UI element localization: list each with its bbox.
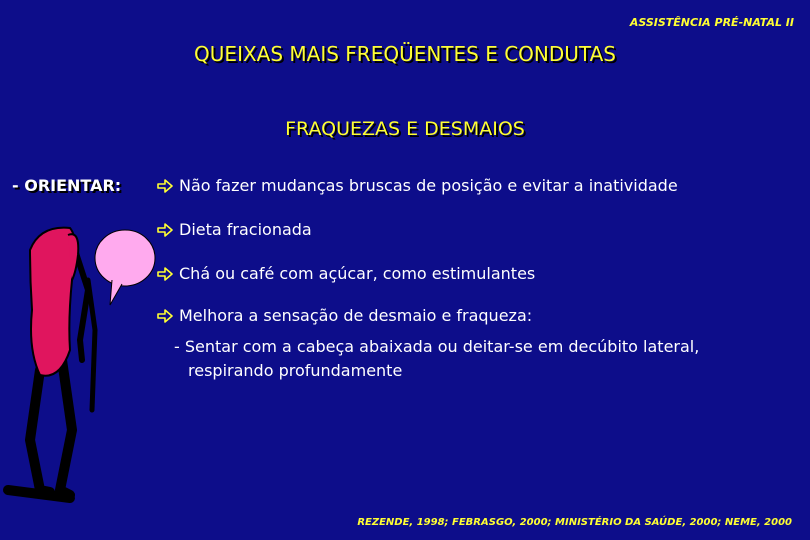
sub-point-line-2: respirando profundamente [188,361,403,380]
bullet-text: Dieta fracionada [179,220,312,239]
bullet-item-3 [157,264,535,283]
fainting-figure-illustration [0,210,160,520]
header-tag: ASSISTÊNCIA PRÉ-NATAL II [629,16,794,29]
bullet-text: Melhora a sensação de desmaio e fraqueza: [179,306,533,325]
slide-subtitle: FRAQUEZAS E DESMAIOS [285,118,525,140]
arrow-right-icon [157,309,173,323]
bullet-text: Não fazer mudanças bruscas de posição e evitar a inatividade [179,176,678,195]
bullet-item-4 [157,306,532,325]
bullet-text: Chá ou café com açúcar, como estimulantes [179,264,536,283]
bullet-item-1 [157,176,678,195]
sub-point-line-1: - Sentar com a cabeça abaixada ou deitar-se em decúbito lateral, [174,337,700,356]
orient-label: - ORIENTAR: [12,176,122,195]
references-footer: REZENDE, 1998; FEBRASGO, 2000; MINISTÉRIO DA SAÚDE, 2000; NEME, 2000 [357,517,792,528]
arrow-right-icon [157,223,173,237]
arrow-right-icon [157,179,173,193]
bullet-item-2 [157,220,312,239]
slide-title: QUEIXAS MAIS FREQÜENTES E CONDUTAS [194,42,616,66]
arrow-right-icon [157,267,173,281]
